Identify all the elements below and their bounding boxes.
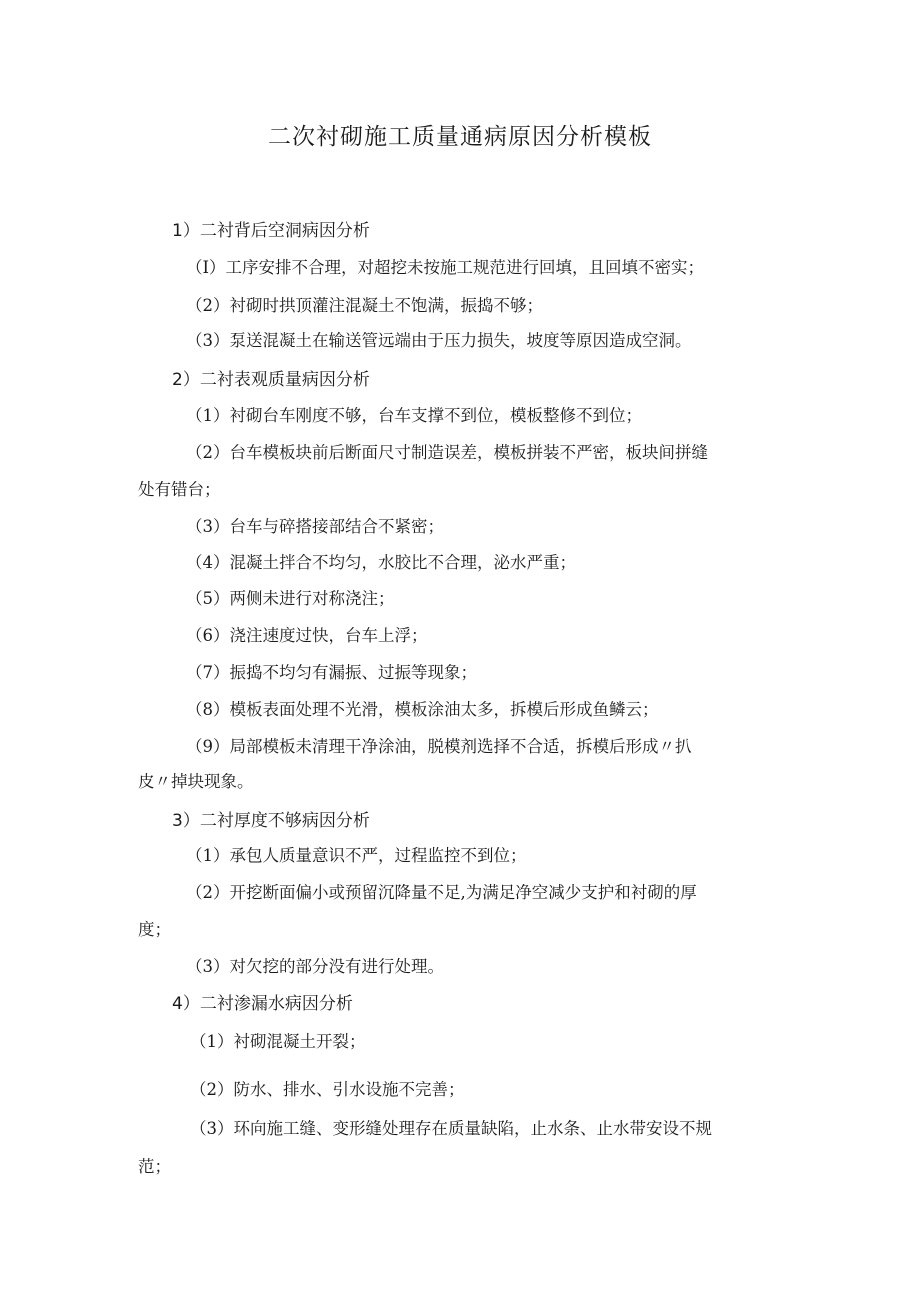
paragraph-line: （4）混凝土拌合不均匀，水胶比不合理，泌水严重； [186, 553, 576, 572]
paragraph-line: （9）局部模板未清理干净涂油，脱模剂选择不合适，拆模后形成〃扒 [186, 737, 692, 756]
paragraph-line: （5）两侧未进行对称浇注； [186, 589, 395, 608]
paragraph-line: （3）泵送混凝土在输送管远端由于压力损失，坡度等原因造成空洞。 [186, 331, 692, 350]
section-heading-4: 4）二衬渗漏水病因分析 [172, 994, 353, 1014]
document-title: 二次衬砌施工质量通病原因分析模板 [268, 124, 652, 150]
paragraph-line-continued: 皮〃掉块现象。 [138, 772, 254, 791]
paragraph-line: （2）开挖断面偏小或预留沉降量不足,为满足净空减少支护和衬砌的厚 [186, 883, 697, 902]
section-heading-1: 1）二衬背后空洞病因分析 [172, 221, 370, 241]
paragraph-line-continued: 处有错台； [138, 480, 221, 499]
paragraph-line: （I）工序安排不合理，对超挖未按施工规范进行回填，且回填不密实； [186, 258, 705, 277]
paragraph-line: （2）台车模板块前后断面尺寸制造误差，模板拼装不严密，板块间拼缝 [186, 443, 708, 462]
paragraph-line: （1）衬砌混凝土开裂； [190, 1032, 366, 1051]
section-heading-2: 2）二衬表观质量病因分析 [172, 370, 370, 390]
paragraph-line: （6）浇注速度过快，台车上浮； [186, 626, 428, 645]
section-heading-3: 3）二衬厚度不够病因分析 [172, 811, 370, 831]
paragraph-line: （1）承包人质量意识不严，过程监控不到位； [186, 846, 527, 865]
paragraph-line: （2）衬砌时拱顶灌注混凝土不饱满，振捣不够； [186, 296, 543, 315]
paragraph-line-continued: 范； [138, 1157, 171, 1176]
paragraph-line: （3）台车与碎搭接部结合不紧密； [186, 517, 444, 536]
paragraph-line-continued: 度； [138, 920, 171, 939]
paragraph-line: （2）防水、排水、引水设施不完善； [190, 1080, 465, 1099]
paragraph-line: （3）环向施工缝、变形缝处理存在质量缺陷，止水条、止水带安设不规 [190, 1119, 712, 1138]
paragraph-line: （7）振捣不均匀有漏振、过振等现象； [186, 663, 477, 682]
paragraph-line: （3）对欠挖的部分没有进行处理。 [186, 957, 444, 976]
paragraph-line: （8）模板表面处理不光滑，模板涂油太多，拆模后形成鱼鳞云； [186, 700, 659, 719]
paragraph-line: （1）衬砌台车刚度不够，台车支撑不到位，模板整修不到位； [186, 406, 642, 425]
